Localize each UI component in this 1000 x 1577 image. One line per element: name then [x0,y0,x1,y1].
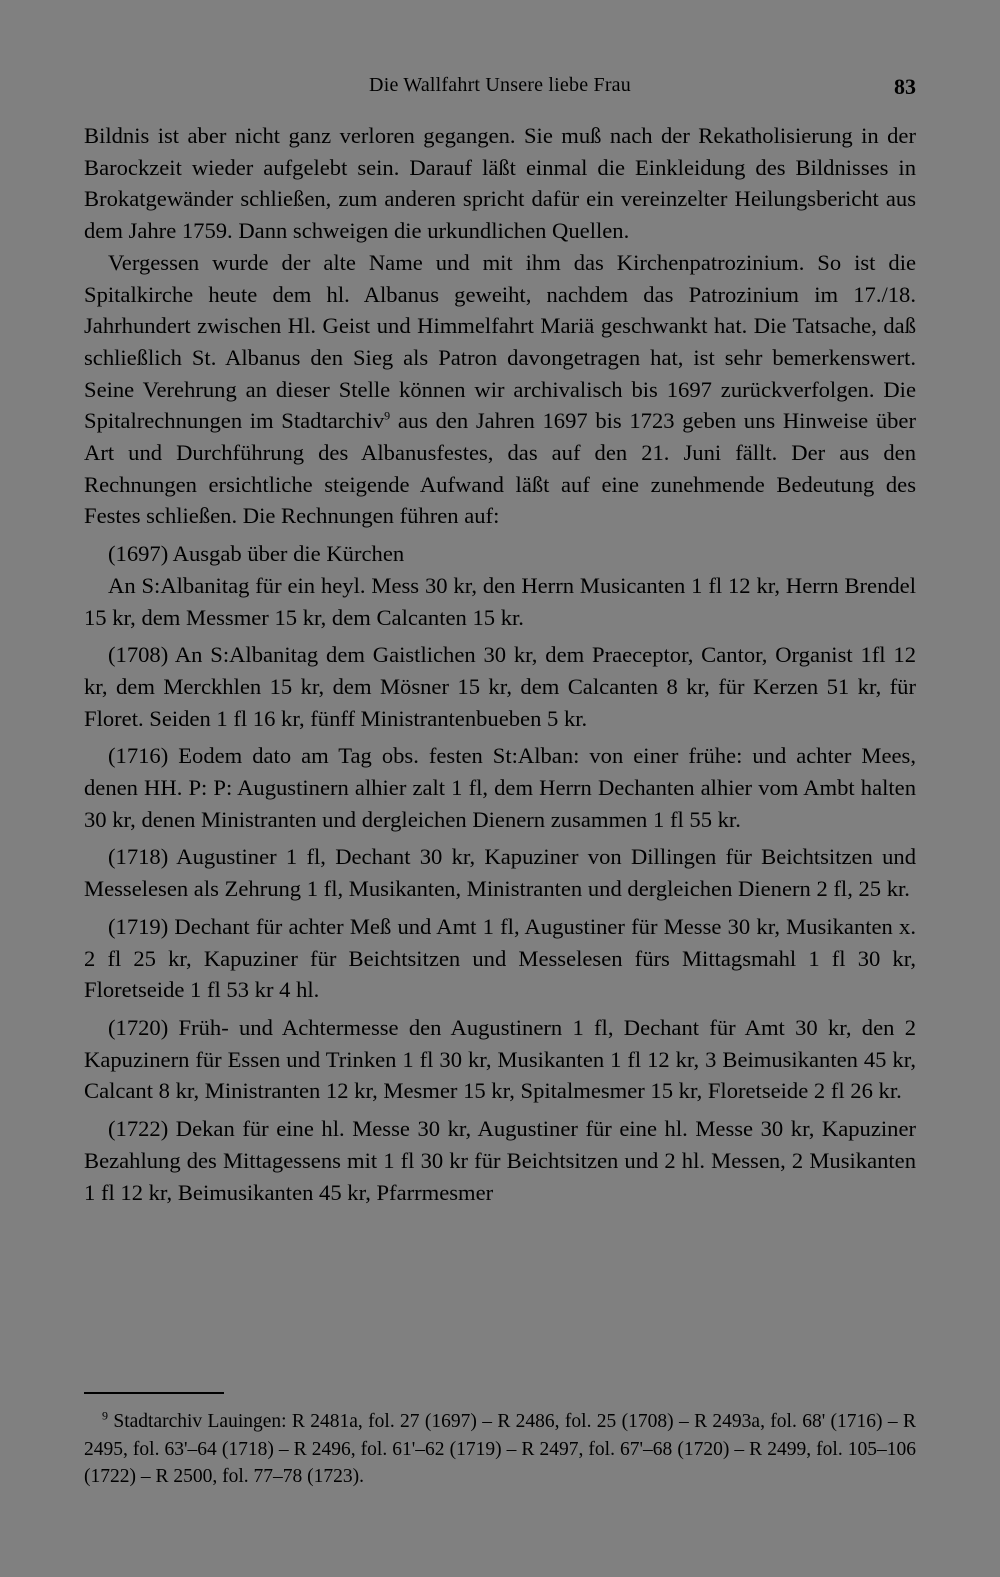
footnote-9 [84,1408,916,1491]
running-title: Die Wallfahrt Unsere liebe Frau [369,74,631,96]
entry-1697: An S:Albanitag für ein heyl. Mess 30 kr, den Herrn Musicanten 1 fl 12 kr, Herrn Brendel 15 kr, dem Messmer 15 kr, dem Calcanten 15 kr. [84,572,916,630]
entry-1697-heading: (1697) Ausgab über die Kürchen [108,541,405,567]
entry-1719: (1719) Dechant für achter Meß und Amt 1 fl, Augustiner für Messe 30 kr, Musikanten x. 2 fl 25 kr, Kapuziner für Beichtsitzen und Messelesen fürs Mittagsmahl 1 fl 30 kr, Floretseide 1 fl 53 kr 4 hl. [84,913,916,1003]
page-number: 83 [894,74,916,99]
footnote-marker: 9 [102,1408,108,1423]
paragraph-1: Bildnis ist aber nicht ganz verloren gegangen. Sie muß nach der Rekatholisierung in der Barockzeit wieder aufgelebt sein. Darauf läßt einmal die Einkleidung des Bildnisses in Brokatgewänder schließen, zum anderen spricht dafür ein vereinzelter Heilungsbericht aus dem Jahre 1759. Dann schweigen die urkundlichen Quellen. [84,123,916,244]
paragraph-2-continued: aus den Jahren 1697 bis 1723 geben uns Hinweise über Art und Durchführung des Albanusfestes, das auf den 21. Juni fällt. Der aus den Rechnungen ersichtliche steigende Aufwand läßt auf eine zunehmende Bedeutung des Festes schließen. Die Rechnungen führen auf: [84,408,916,529]
footnotes [84,1408,916,1491]
entry-1720: (1720) Früh- und Achtermesse den Augustinern 1 fl, Dechant für Amt 30 kr, den 2 Kapuzinern für Essen und Trinken 1 fl 30 kr, Musikanten 1 fl 12 kr, 3 Beimusikanten 45 kr, Calcant 8 kr, Ministranten 12 kr, Mesmer 15 kr, Spitalmesmer 15 kr, Floretseide 2 fl 26 kr. [84,1014,916,1104]
paragraph-2-text: Vergessen wurde der alte Name und mit ihm das Kirchenpatrozinium. So ist die Spitalkirche heute dem hl. Albanus geweiht, nachdem das Patrozinium im 17./18. Jahrhundert zwischen Hl. Geist und Himmelfahrt Mariä geschwankt hat. Die Tatsache, daß schließlich St. Albanus den Sieg als Patron davongetragen hat, ist sehr bemerkenswert. Seine Verehrung an dieser Stelle können wir archivalisch bis 1697 zurückverfolgen. Die Spitalrechnungen im Stadtarchiv [84,249,916,434]
paragraph-2 [84,247,916,532]
entry-1716: (1716) Eodem dato am Tag obs. festen St:Alban: von einer frühe: und achter Mees, denen HH. P: P: Augustinern alhier zalt 1 fl, dem Herrn Dechanten alhier vom Ambt halten 30 kr, denen Ministranten und dergleichen Dienern zusammen 1 fl 55 kr. [84,743,916,832]
entry-1722: (1722) Dekan für eine hl. Messe 30 kr, Augustiner für eine hl. Messe 30 kr, Kapuziner Bezahlung des Mittagessens mit 1 fl 30 kr für Beichtsitzen und 2 hl. Messen, 2 Musikanten 1 fl 12 kr, Beimusikanten 45 kr, Pfarrmesmer [84,1116,916,1205]
footnote-ref: 9 [384,408,391,423]
footnote-divider [84,1392,224,1394]
entry-1718: (1718) Augustiner 1 fl, Dechant 30 kr, Kapuziner von Dillingen für Beichtsitzen und Messelesen als Zehrung 1 fl, Musikanten, Ministranten und dergleichen Dienern 2 fl, 25 kr. [84,844,916,902]
entry-1708: (1708) An S:Albanitag dem Gaistlichen 30 kr, dem Praeceptor, Cantor, Organist 1fl 12 kr, dem Merckhlen 15 kr, dem Mösner 15 kr, dem Calcanten 8 kr, für Kerzen 51 kr, für Floret. Seiden 1 fl 16 kr, fünff Ministrantenbueben 5 kr. [84,642,916,731]
body-text [84,120,916,1208]
footnote-text: Stadtarchiv Lauingen: R 2481a, fol. 27 (1697) – R 2486, fol. 25 (1708) – R 2493a, fol. 68' (1716) – R 2495, fol. 63'–64 (1718) – R 2496, fol. 61'–62 (1719) – R 2497, fol. 67'–68 (1720) – R 2499, fol. 105–106 (1722) – R 2500, fol. 77–78 (1723). [84,1411,916,1487]
running-head [84,74,916,104]
